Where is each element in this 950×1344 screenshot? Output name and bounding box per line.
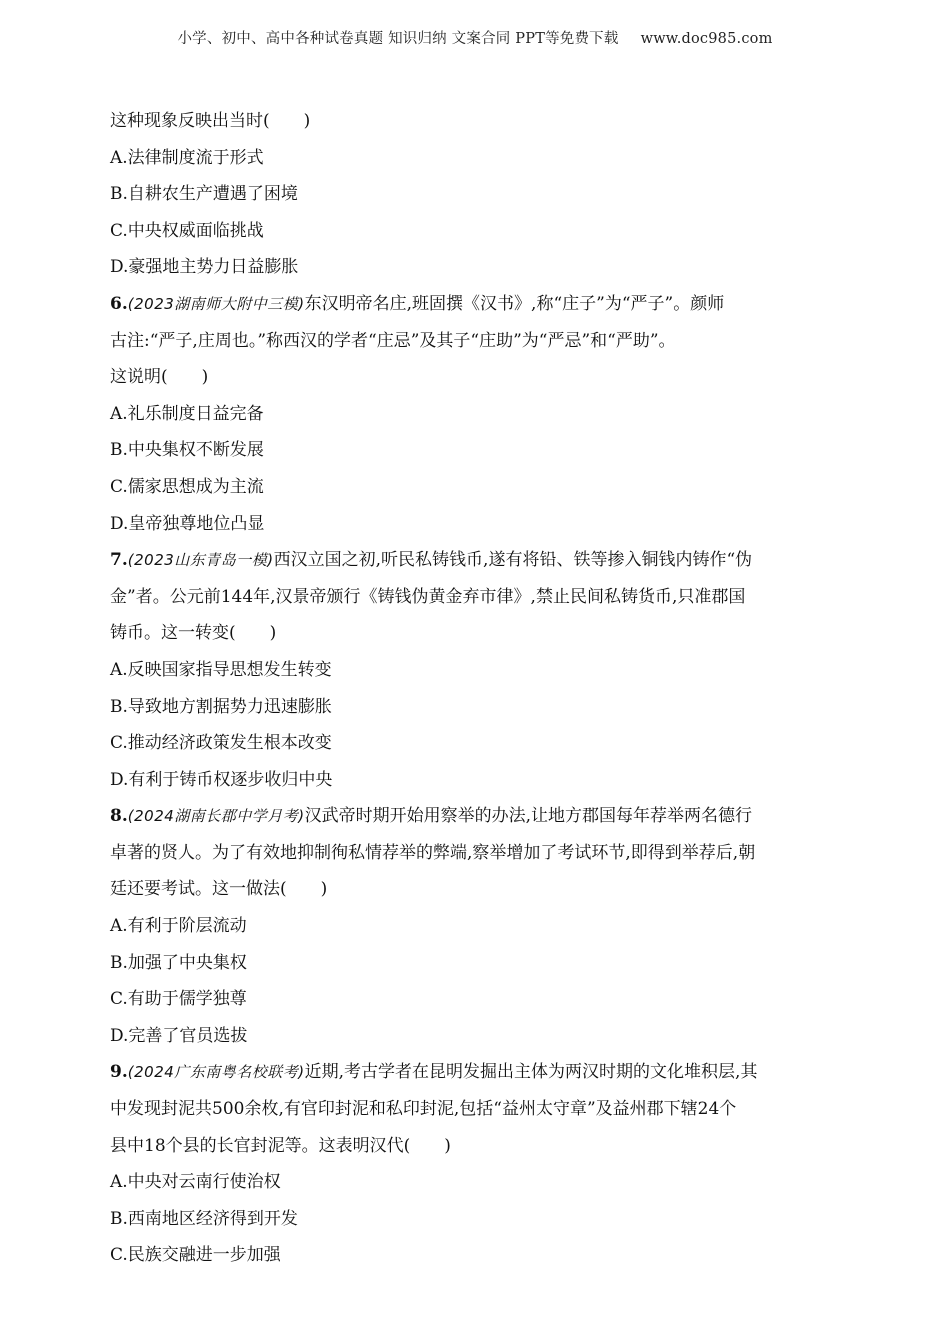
question-9-number: 9 (110, 1062, 122, 1083)
question-7-stem-line-3: 铸币。这一转变( ) (110, 623, 277, 644)
question-9-stem-line-2: 中发现封泥共500余枚,有官印封泥和私印封泥,包括“益州太守章”及益州郡下辖24个 (110, 1099, 737, 1120)
question-6-stem-line-2: 古注:“严子,庄周也。”称西汉的学者“庄忌”及其子“庄助”为“严忌”和“严助”。 (110, 330, 676, 351)
question-6-option-d: D.皇帝独尊地位凸显 (110, 513, 265, 534)
question-7-stem-line-1: 7.(2023山东青岛一模)西汉立国之初,听民私铸钱币,遂有将铅、铁等掺入铜钱内铸作“伪 (110, 550, 753, 571)
question-9-option-c: C.民族交融进一步加强 (110, 1245, 281, 1266)
header-text: 小学、初中、高中各种试卷真题 知识归纳 文案合同 PPT等免费下载 (177, 31, 619, 47)
header-site: www.doc985.com (640, 31, 773, 47)
question-8-option-d: D.完善了官员选拔 (110, 1025, 248, 1046)
question-6-stem-line-1: 6.(2023湖南师大附中三模)东汉明帝名庄,班固撰《汉书》,称“庄子”为“严子”。颜师 (110, 293, 725, 314)
question-9-option-b: B.西南地区经济得到开发 (110, 1208, 298, 1229)
question-7-source: (2023山东青岛一模) (127, 551, 274, 570)
question-9-option-a: A.中央对云南行使治权 (110, 1172, 281, 1193)
question-7-option-c: C.推动经济政策发生根本改变 (110, 733, 332, 754)
question-8-option-b: B.加强了中央集权 (110, 952, 247, 973)
question-6-option-b: B.中央集权不断发展 (110, 440, 264, 461)
question-9-stem-line-3: 县中18个县的长官封泥等。这表明汉代( ) (110, 1135, 451, 1156)
question-7-option-d: D.有利于铸币权逐步收归中央 (110, 769, 333, 790)
question-7-number: 7 (110, 550, 122, 571)
question-9-stem-line-1: 9.(2024广东南粤名校联考)近期,考古学者在昆明发掘出主体为两汉时期的文化堆积层,其 (110, 1062, 758, 1083)
question-8-stem-line-3: 廷还要考试。这一做法( ) (110, 879, 328, 900)
question-7-option-b: B.导致地方割据势力迅速膨胀 (110, 696, 332, 717)
question-5-option-d: D.豪强地主势力日益膨胀 (110, 257, 299, 278)
question-7-text-1: 西汉立国之初,听民私铸钱币,遂有将铅、铁等掺入铜钱内铸作“伪 (273, 550, 753, 571)
question-9-source: (2024广东南粤名校联考) (127, 1063, 305, 1082)
question-8-source: (2024湖南长郡中学月考) (127, 807, 305, 826)
exam-content (110, 103, 845, 1274)
question-6-option-c: C.儒家思想成为主流 (110, 476, 264, 497)
question-6-source: (2023湖南师大附中三模) (127, 294, 305, 313)
question-6-option-a: A.礼乐制度日益完备 (110, 403, 264, 424)
question-7-stem-line-2: 金”者。公元前144年,汉景帝颁行《铸钱伪黄金弃市律》,禁止民间私铸货币,只准郡国 (110, 586, 746, 607)
question-6-stem-line-3: 这说明( ) (110, 367, 209, 388)
question-8-number: 8 (110, 806, 122, 827)
question-5-option-c: C.中央权威面临挑战 (110, 220, 264, 241)
question-6-number: 6 (110, 293, 122, 314)
question-5-option-b: B.自耕农生产遭遇了困境 (110, 184, 298, 205)
question-8-text-1: 汉武帝时期开始用察举的办法,让地方郡国每年荐举两名德行 (304, 806, 753, 827)
question-8-option-c: C.有助于儒学独尊 (110, 989, 247, 1010)
question-5-option-a: A.法律制度流于形式 (110, 147, 264, 168)
question-5-tail: 这种现象反映出当时( ) (110, 111, 311, 131)
question-8-stem-line-1: 8.(2024湖南长郡中学月考)汉武帝时期开始用察举的办法,让地方郡国每年荐举两名德行 (110, 806, 753, 827)
question-7-option-a: A.反映国家指导思想发生转变 (110, 659, 332, 680)
question-9-text-1: 近期,考古学者在昆明发掘出主体为两汉时期的文化堆积层,其 (304, 1062, 758, 1083)
question-8-option-a: A.有利于阶层流动 (110, 916, 247, 937)
page-header (0, 27, 950, 48)
question-8-stem-line-2: 卓著的贤人。为了有效地抑制徇私情荐举的弊端,察举增加了考试环节,即得到举荐后,朝 (110, 842, 756, 863)
question-6-text-1: 东汉明帝名庄,班固撰《汉书》,称“庄子”为“严子”。颜师 (304, 293, 725, 314)
